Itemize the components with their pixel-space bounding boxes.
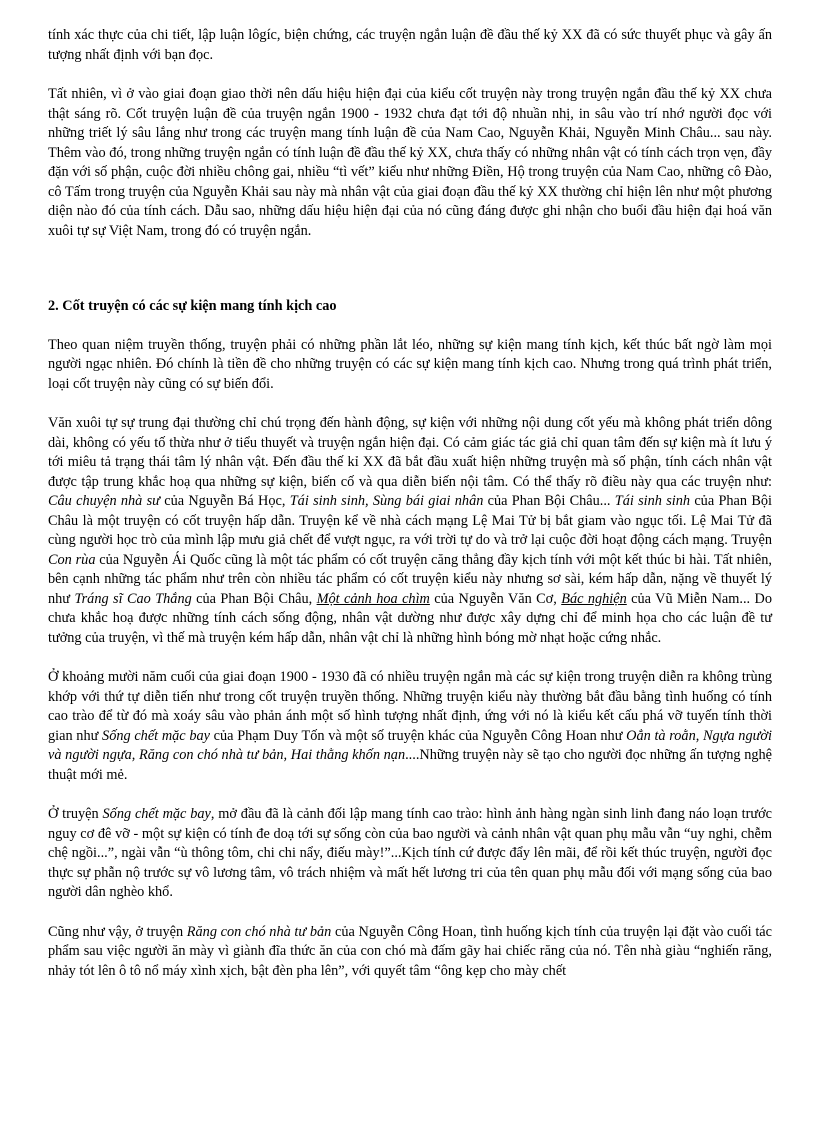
work-title: Tráng sĩ Cao Thắng [74,590,192,607]
text-run: của Nguyễn Bá Học, [159,493,290,509]
text-run: Ở khoảng mười năm cuối của giai đoạn 1900 - 1930 đã có nhiều truyện ngắn mà các sự kiện trong truyện diễn ra không trùng khớp với thứ tự diễn tiến như trong cốt truyện truyền thống. Những truyện kiểu này thường bắt đầu bằng tình huống có tính cao trào để từ đó mà xoáy sâu vào phản ánh một số hình tượng nhất định, ứng với nó là kiểu kết cấu phá vỡ tuyến tính thời gian như [48,669,772,744]
paragraph-3: Theo quan niệm truyền thống, truyện phải có những phần lắt léo, những sự kiện mang tính kịch, kết thúc bất ngờ làm mọi người ngạc nhiên. Đó chính là tiền đề cho những truyện có các sự kiện mang tính kịch cao. Nhưng trong quá trình phát triển, loại cốt truyện này cũng có sự biến đổi. [48,336,772,392]
text-run: của Phạm Duy Tốn và một số truyện khác của Nguyễn Công Hoan như [209,727,627,744]
text-run: Văn xuôi tự sự trung đại thường chỉ chú trọng đến hành động, sự kiện với những nội dung cốt yếu mà không phát triển dông dài, không có yếu tố thừa như ở tiểu thuyết và truyện ngắn hiện đại. Có cảm giác tác giả chỉ quan tâm đến sự kiện mà ít lưu ý tới miêu tả trạng thái tâm lý nhân vật. Đến đầu thế kỉ XX đã bắt đầu xuất hiện những truyện mà số phận, tính cách nhân vật được tập trung khắc hoạ qua những sự kiện, biến cố và qua diễn biến nội tâm. Có thể thấy rõ điều này qua các truyện như: [48,415,772,490]
text-run: của Phan Bội Châu... [483,493,615,509]
work-title: Tái sinh sinh [614,493,691,509]
text-run: , mở đầu đã là cảnh đối lập mang tính cao trào: hình ảnh hàng ngàn sinh linh đang náo loạn trước nguy cơ đê vỡ - một sự kiện có tính đe doạ tới sự sống còn của bao người và cảnh nhân vật quan phụ mẫu vẫn “uy nghi, chễm chệ ngồi...”, ngài vẫn “ù thông tôm, chi chi nẩy, điếu mày!”...Kịch tính cứ được đẩy lên mãi, để rồi kết thúc truyện, người đọc thực sự phẫn nộ trước sự vô lương tâm, vô trách nhiệm và mất hết lương tri của tên quan phụ mẫu đối với mạng sống của bao người dân nghèo khổ. [48,806,773,900]
work-title: Sống chết mặc bay [102,727,210,744]
work-title: Răng con chó nhà tư bản [186,923,332,940]
text-run: của Nguyễn Văn Cơ, [429,590,562,607]
section-heading: 2. Cốt truyện có các sự kiện mang tính kịch cao [48,298,337,314]
work-title: Một cảnh hoa chìm [316,590,430,607]
text-run: Cũng như vậy, ở truyện [48,923,187,940]
work-title: Oẳn tà roằn, Ngựa người và người ngựa, Răng con chó nhà tư bản, Hai thằng khốn nạn [48,727,773,763]
work-title: Con rùa [48,551,96,568]
document-page [48,26,772,981]
work-title: Tái sinh sinh, Sùng bái giai nhân [289,493,484,509]
text-run: của Phan Bội Châu, [191,590,317,607]
text-run: Ở truyện [48,806,103,822]
paragraph-2: Tất nhiên, vì ở vào giai đoạn giao thời nên dấu hiệu hiện đại của kiểu cốt truyện này trong truyện ngắn đầu thế kỷ XX chưa thật sáng rõ. Cốt truyện luận đề của truyện ngắn 1900 - 1932 chưa đạt tới độ nhuần nhị, in sâu vào trí nhớ người đọc với những triết lý sâu lắng như trong các truyện mang tính luận đề của Nam Cao, Nguyễn Khải, Nguyễn Minh Châu... sau này. Thêm vào đó, trong những truyện ngắn có tính luận đề đầu thế kỷ XX, chưa thấy có những nhân vật có tính cách trọn vẹn, đầy đặn với số phận, cuộc đời nhiều chông gai, nhiều “tì vết” kiểu như những Điền, Hộ trong truyện của Nam Cao, những cô Đào, cô Tấm trong truyện của Nguyễn Khải sau này mà nhân vật của giai đoạn đầu thế kỷ XX thường chỉ hiện lên như một phương diện nào đó của tính cách. Dẫu sao, những dấu hiệu hiện đại của nó cũng đáng được ghi nhận cho buổi đầu hiện đại hoá văn xuôi tự sự Việt Nam, trong đó có truyện ngắn. [48,86,772,239]
paragraph-5 [48,668,772,785]
text-run: của Vũ Miễn Nam... Do chưa khắc hoạ được những tính cách sống động, nhân vật dường như được xây dựng chỉ để minh họa cho các luận đề tư tưởng của truyện, vì thế mà truyện kém hấp dẫn, nhân vật chỉ là những hình bóng mờ nhạt hoặc cứng nhắc. [48,590,772,646]
text-run: của Nguyễn Công Hoan, tình huống kịch tính của truyện lại đặt vào cuối tác phẩm sau việc người ăn mày vì giành đĩa thức ăn của con chó mà đấm gãy hai chiếc răng của nó. Tên nhà giàu “nghiến răng, nhảy tót lên ô tô nổ máy xình xịch, bật đèn pha lên”, với quyết tâm “ông kẹp cho mày chết [48,923,772,979]
text-run: của Phan Bội Châu là một truyện có cốt truyện hấp dẫn. Truyện kể về nhà cách mạng Lệ Mai Tử bị bắt giam vào ngục tối. Lệ Mai Tử đã cùng người học trò của mình lập mưu giả chết để vượt ngục, ra với trời tự do và trở lại cuộc đời hoạt động cách mạng. Truyện [48,493,772,548]
paragraph-7 [48,923,772,982]
paragraph-6 [48,805,772,903]
work-title: Sống chết mặc bay [102,806,211,822]
text-run: của Nguyễn Ái Quốc cũng là một tác phẩm có cốt truyện căng thẳng đầy kịch tính với một kết thúc bi hài. Tất nhiên, bên cạnh những tác phẩm như trên còn nhiều tác phẩm có cốt truyện kiểu này nhưng sơ sài, kém hấp dẫn, nặng về thuyết lý như [48,551,772,607]
text-run: ....Những truyện này sẽ tạo cho người đọc những ấn tượng nghệ thuật mới mẻ. [48,747,772,783]
paragraph-1: tính xác thực của chi tiết, lập luận lôgíc, biện chứng, các truyện ngắn luận đề đầu thế kỷ XX đã có sức thuyết phục và gây ấn tượng nhất định với bạn đọc. [48,27,772,63]
work-title: Bác nghiện [561,590,627,607]
paragraph-4 [48,414,772,648]
work-title: Câu chuyện nhà sư [48,493,160,509]
